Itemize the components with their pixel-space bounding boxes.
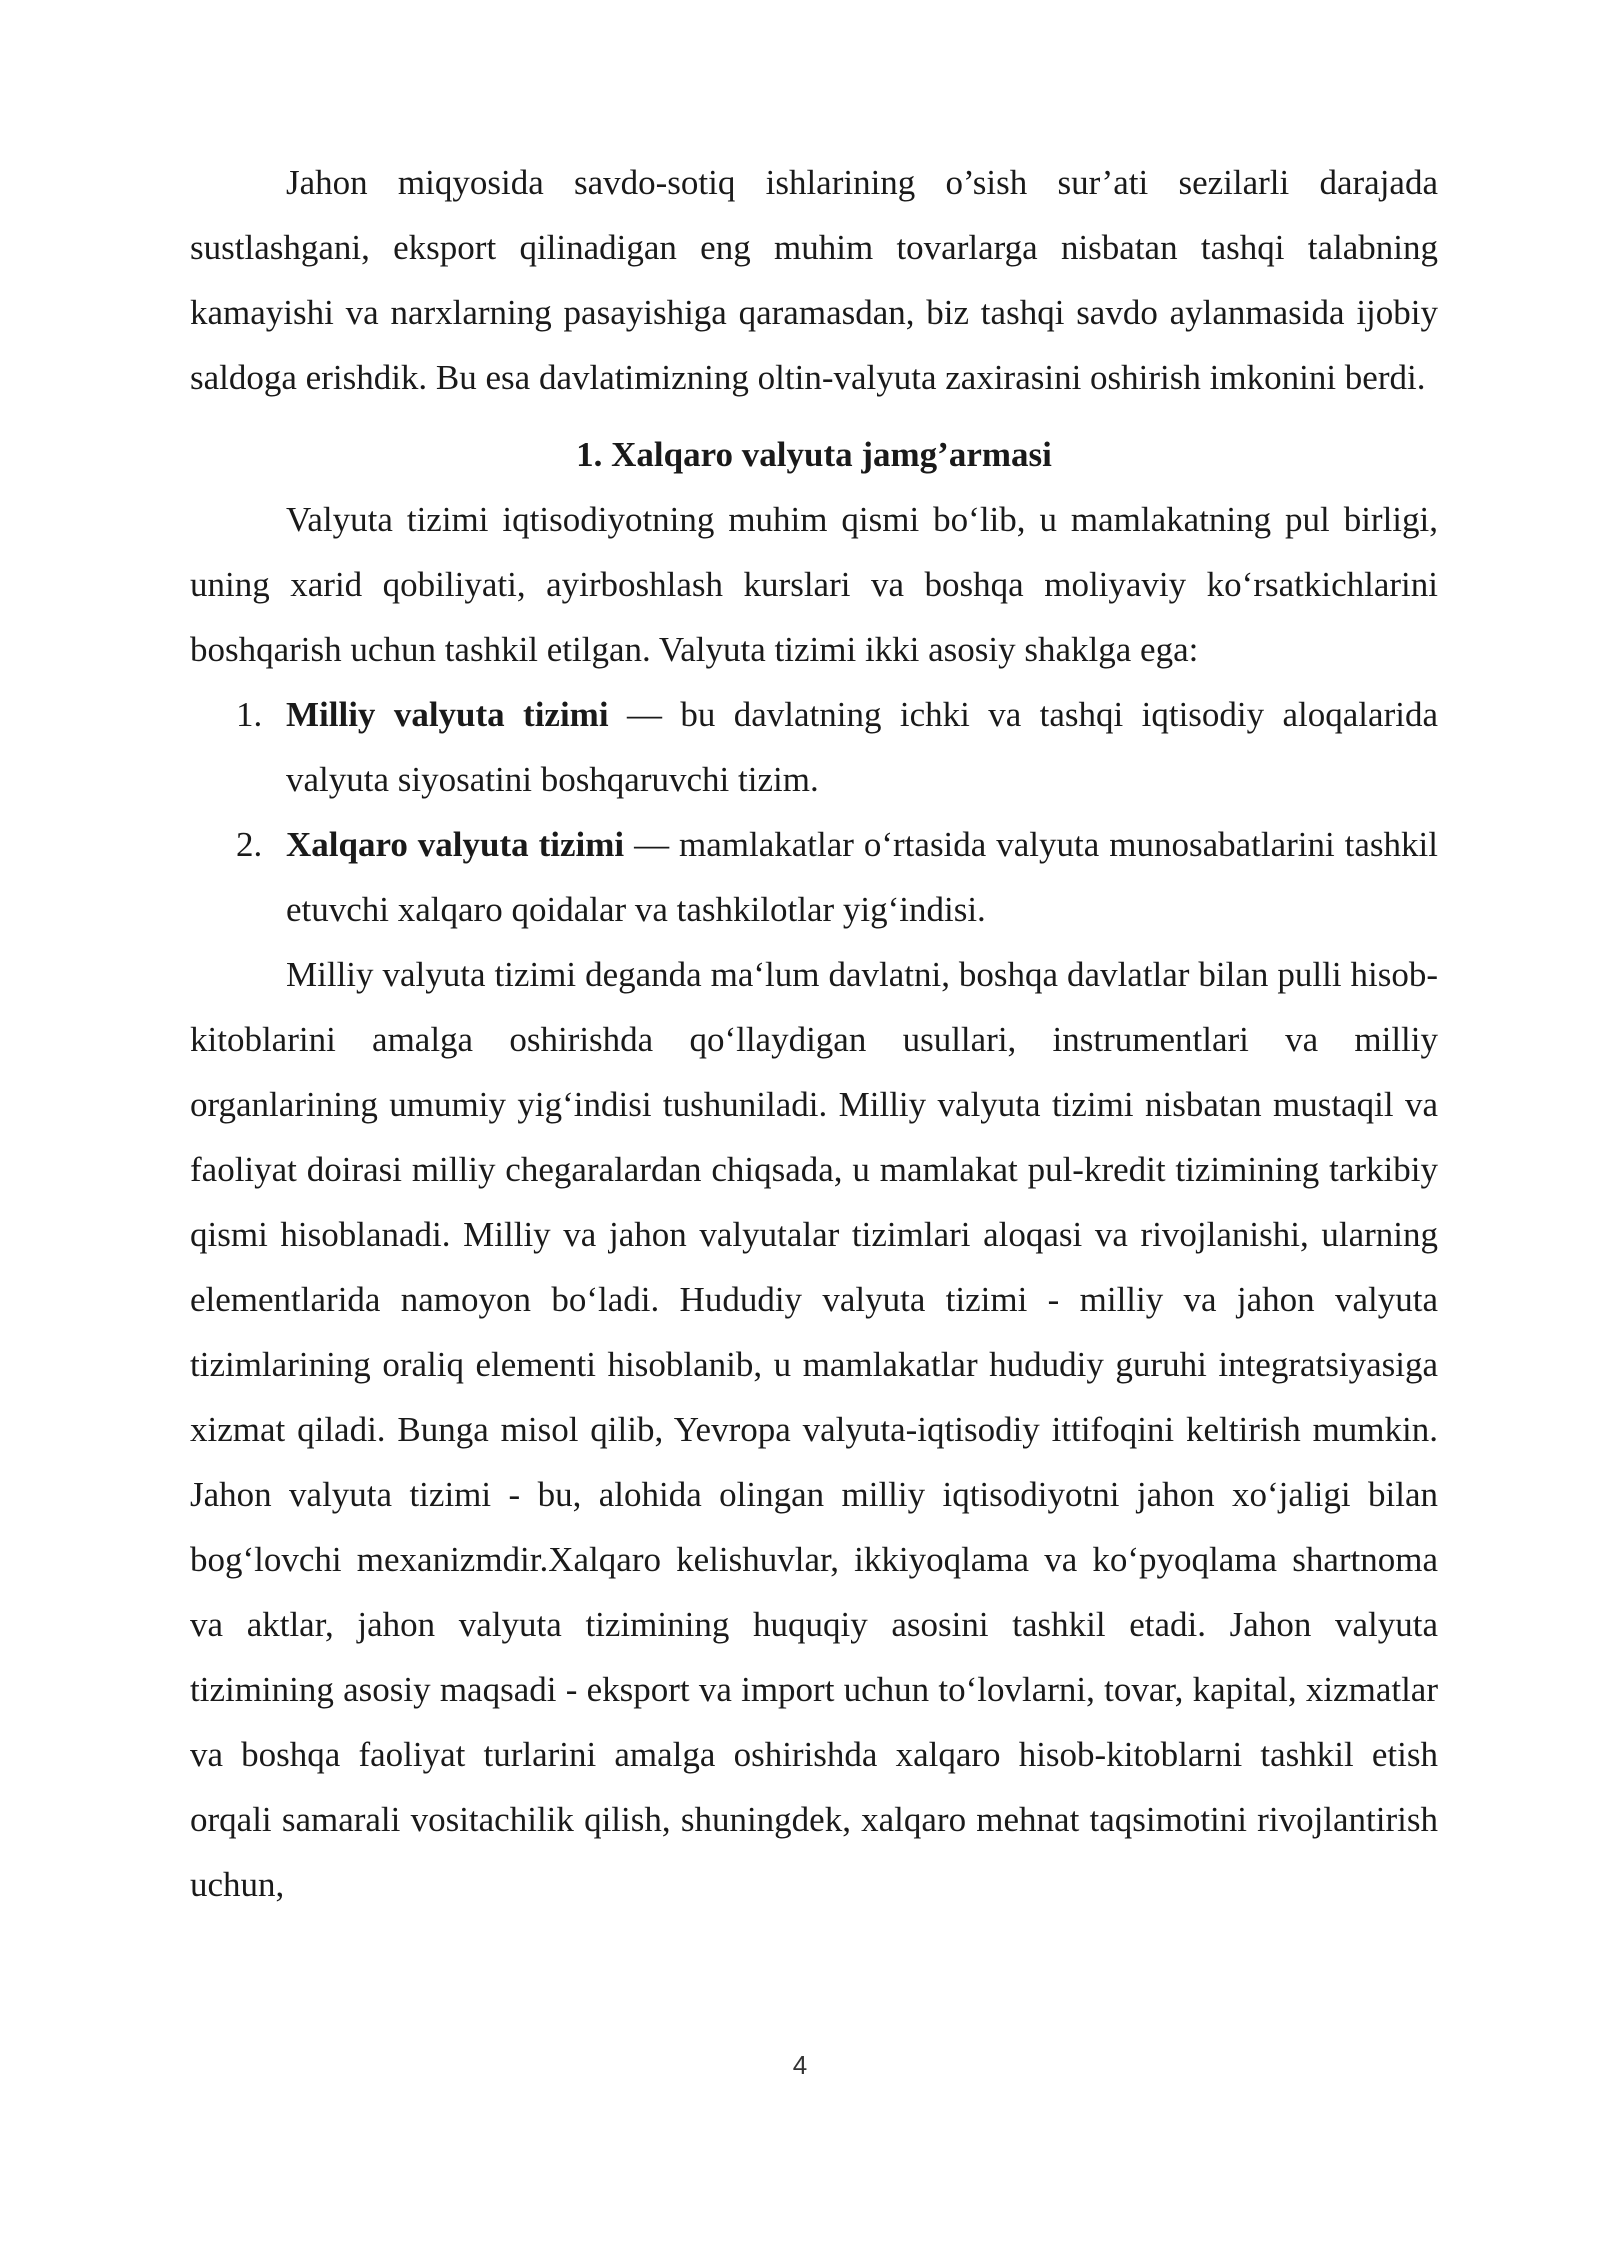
list-item-description: — mamlakatlar o‘rtasida valyuta munosabatlarini tashkil etuvchi xalqaro qoidalar va tashkilotlar yig‘indisi. xyxy=(286,825,1438,929)
list-item-number: 2. xyxy=(236,825,263,864)
list-item xyxy=(190,682,1438,812)
list-item xyxy=(190,812,1438,942)
valyuta-tizimi-paragraph: Valyuta tizimi iqtisodiyotning muhim qismi bo‘lib, u mamlakatning pul birligi, uning xarid qobiliyati, ayirboshlash kurslari va boshqa moliyaviy ko‘rsatkichlarini boshqarish uchun tashkil etilgan. Valyuta tizimi ikki asosiy shaklga ega: xyxy=(190,500,1438,669)
list-item-description: — bu davlatning ichki va tashqi iqtisodiy aloqalarida valyuta siyosatini boshqaruvchi tizim. xyxy=(286,695,1438,799)
list-item-term: Milliy valyuta tizimi xyxy=(286,695,609,734)
page-number: 4 xyxy=(792,2050,808,2080)
document-page xyxy=(190,150,1438,1917)
list-item-number: 1. xyxy=(236,695,263,734)
list-item-term: Xalqaro valyuta tizimi xyxy=(286,825,625,864)
milliy-valyuta-paragraph: Milliy valyuta tizimi deganda ma‘lum davlatni, boshqa davlatlar bilan pulli hisob-kitoblarini amalga oshirishda qo‘llaydigan usullari, instrumentlari va milliy organlarining umumiy yig‘indisi tushuniladi. Milliy valyuta tizimi nisbatan mustaqil va faoliyat doirasi milliy chegaralardan chiqsada, u mamlakat pul-kredit tizimining tarkibiy qismi hisoblanadi. Milliy va jahon valyutalar tizimlari aloqasi va rivojlanishi, ularning elementlarida namoyon bo‘ladi. Hududiy valyuta tizimi - milliy va jahon valyuta tizimlarining oraliq elementi hisoblanib, u mamlakatlar hududiy guruhi integratsiyasiga xizmat qiladi. Bunga misol qilib, Yevropa valyuta-iqtisodiy ittifoqini keltirish mumkin. Jahon valyuta tizimi - bu, alohida olingan milliy iqtisodiyotni jahon xo‘jaligi bilan bog‘lovchi mexanizmdir.Xalqaro kelishuvlar, ikkiyoqlama va ko‘pyoqlama shartnoma va aktlar, jahon valyuta tizimining huquqiy asosini tashkil etadi. Jahon valyuta tizimining asosiy maqsadi - eksport va import uchun to‘lovlarni, tovar, kapital, xizmatlar va boshqa faoliyat turlarini amalga oshirishda xalqaro hisob-kitoblarni tashkil etish orqali samarali vositachilik qilish, shuningdek, xalqaro mehnat taqsimotini rivojlantirish uchun, xyxy=(190,955,1438,1904)
currency-system-types-list xyxy=(190,682,1438,942)
section-heading: 1. Xalqaro valyuta jamg’armasi xyxy=(576,435,1052,474)
intro-paragraph: Jahon miqyosida savdo-sotiq ishlarining o’sish sur’ati sezilarli darajada sustlashgani, eksport qilinadigan eng muhim tovarlarga nisbatan tashqi talabning kamayishi va narxlarning pasayishiga qaramasdan, biz tashqi savdo aylanmasida ijobiy saldoga erishdik. Bu esa davlatimizning oltin-valyuta zaxirasini oshirish imkonini berdi. xyxy=(190,163,1438,397)
